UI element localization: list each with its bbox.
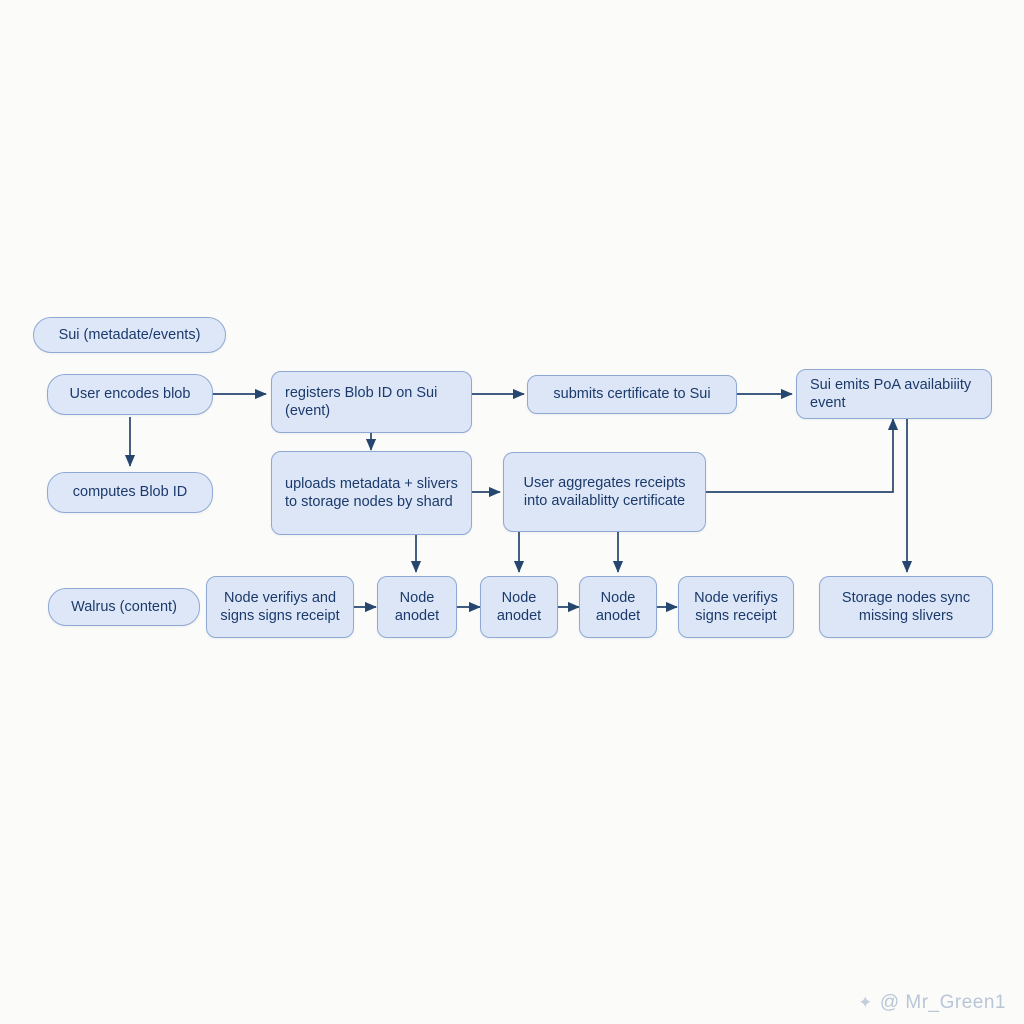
node-label: Node verifiys and signs signs receipt: [220, 589, 340, 624]
node-node-3[interactable]: [579, 576, 657, 638]
node-user-encodes-blob[interactable]: [47, 374, 213, 415]
node-user-aggregates-receipts[interactable]: [503, 452, 706, 532]
watermark: [858, 992, 1006, 1014]
node-label: Storage nodes sync missing slivers: [841, 589, 971, 624]
diamond-icon: ✦: [858, 993, 873, 1012]
node-label: Node anodet: [394, 589, 440, 624]
lane-label-walrus: [48, 588, 200, 626]
node-submits-certificate[interactable]: [527, 375, 737, 414]
node-node-verifies-signs-receipt-2[interactable]: [678, 576, 794, 638]
node-label: Node verifiys signs receipt: [694, 589, 778, 624]
watermark-text: @ Mr_Green1: [879, 992, 1006, 1013]
node-label: User aggregates receipts into availablitty certificate: [523, 474, 686, 509]
lane-label-sui: [33, 317, 226, 353]
node-uploads-metadata[interactable]: [271, 451, 472, 535]
node-label: submits certificate to Sui: [553, 386, 711, 403]
node-label: Node anodet: [496, 589, 542, 624]
lane-label-sui-text: Sui (metadate/events): [58, 326, 201, 343]
node-label: uploads metadata + slivers to storage nodes by shard: [285, 475, 458, 510]
lane-label-walrus-text: Walrus (content): [71, 598, 177, 615]
node-storage-nodes-sync[interactable]: [819, 576, 993, 638]
node-computes-blob-id[interactable]: [47, 472, 213, 513]
node-registers-blob-id[interactable]: [271, 371, 472, 433]
node-label: Sui emits PoA availabiiity event: [810, 376, 972, 411]
node-label: Node anodet: [595, 589, 641, 624]
node-label: registers Blob ID on Sui (event): [285, 384, 438, 419]
node-sui-emits-poa[interactable]: [796, 369, 992, 419]
node-node-verifies-signs-receipt-1[interactable]: [206, 576, 354, 638]
node-label: User encodes blob: [69, 386, 191, 403]
node-node-1[interactable]: [377, 576, 457, 638]
node-node-2[interactable]: [480, 576, 558, 638]
node-label: computes Blob ID: [72, 484, 188, 501]
